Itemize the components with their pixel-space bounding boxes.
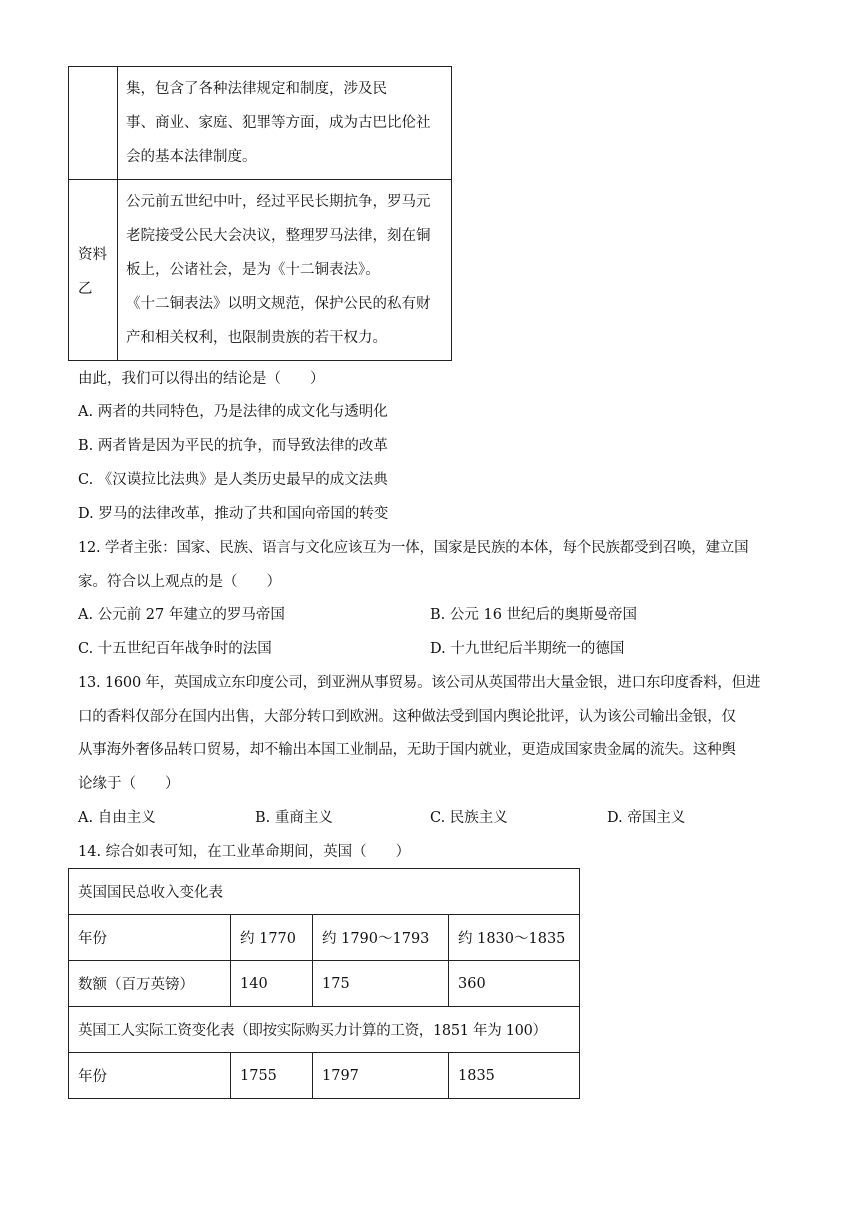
table-cell: 1835	[449, 1053, 580, 1099]
table-cell-content	[118, 180, 452, 361]
question-13-option-c: C. 民族主义	[430, 810, 508, 826]
table-row	[69, 1007, 580, 1053]
table-row	[69, 961, 580, 1007]
question-13-option-a: A. 自由主义	[78, 810, 156, 826]
question-13-stem-continued: 口的香料仅部分在国内出售，大部分转口到欧洲。这种做法受到国内舆论批评，认为该公司输出金银，仅	[78, 709, 736, 725]
text-line: 集，包含了各种法律规定和制度，涉及民	[126, 81, 387, 97]
table-title-national-income: 英国国民总收入变化表	[69, 869, 580, 915]
source-material-table	[68, 66, 452, 361]
question-11-option-a: A. 两者的共同特色，乃是法律的成文化与透明化	[78, 404, 388, 420]
question-13-option-b: B. 重商主义	[255, 810, 333, 826]
table-cell: 360	[449, 961, 580, 1007]
table-cell: 140	[231, 961, 313, 1007]
table-cell-label	[69, 180, 118, 361]
table-cell: 175	[313, 961, 449, 1007]
table-row	[69, 869, 580, 915]
table-cell: 1797	[313, 1053, 449, 1099]
question-13-option-d: D. 帝国主义	[607, 810, 686, 826]
question-11-option-c: C. 《汉谟拉比法典》是人类历史最早的成文法典	[78, 472, 388, 488]
question-11-option-d: D. 罗马的法律改革，推动了共和国向帝国的转变	[78, 506, 389, 522]
question-12-option-b: B. 公元 16 世纪后的奥斯曼帝国	[430, 607, 638, 623]
question-13-stem-continued: 从事海外奢侈品转口贸易，却不输出本国工业制品，无助于国内就业，更造成国家贵金属的流失。这种舆	[78, 742, 736, 758]
income-wage-table	[68, 868, 580, 1099]
question-12-option-a: A. 公元前 27 年建立的罗马帝国	[78, 607, 285, 623]
table-cell: 约 1790～1793	[313, 915, 449, 961]
text-line: 《十二铜表法》以明文规范，保护公民的私有财	[126, 296, 431, 312]
question-12-stem-continued: 家。符合以上观点的是（ ）	[78, 574, 281, 590]
table-cell: 约 1770	[231, 915, 313, 961]
text-line: 产和相关权利，也限制贵族的若干权力。	[126, 330, 387, 346]
table-cell: 年份	[69, 915, 231, 961]
table-row	[69, 915, 580, 961]
question-11-option-b: B. 两者皆是因为平民的抗争，而导致法律的改革	[78, 438, 388, 454]
question-11-stem: 由此，我们可以得出的结论是（ ）	[78, 371, 325, 387]
table-row	[69, 67, 452, 180]
text-line: 公元前五世纪中叶，经过平民长期抗争，罗马元	[126, 194, 431, 210]
table-cell-label	[69, 67, 118, 180]
question-12-option-d: D. 十九世纪后半期统一的德国	[430, 641, 625, 657]
table-row	[69, 180, 452, 361]
text-line: 板上，公诸社会，是为《十二铜表法》。	[126, 262, 380, 278]
label-line: 资料	[78, 247, 107, 263]
table-cell: 约 1830～1835	[449, 915, 580, 961]
label-line: 乙	[78, 281, 93, 297]
table-title-real-wages: 英国工人实际工资变化表（即按实际购买力计算的工资，1851 年为 100）	[69, 1007, 580, 1053]
question-14-stem: 14. 综合如表可知，在工业革命期间，英国（ ）	[78, 844, 411, 860]
text-line: 会的基本法律制度。	[126, 149, 257, 165]
table-cell: 数额（百万英镑）	[69, 961, 231, 1007]
table-cell-content	[118, 67, 452, 180]
table-cell: 年份	[69, 1053, 231, 1099]
question-12-option-c: C. 十五世纪百年战争时的法国	[78, 641, 272, 657]
question-13-stem-continued: 论缘于（ ）	[78, 776, 180, 792]
table-row	[69, 1053, 580, 1099]
text-line: 事、商业、家庭、犯罪等方面，成为古巴比伦社	[126, 115, 431, 131]
question-12-stem: 12. 学者主张：国家、民族、语言与文化应该互为一体，国家是民族的本体，每个民族都受到召唤，建立国	[78, 540, 749, 556]
question-13-stem: 13. 1600 年，英国成立东印度公司，到亚洲从事贸易。该公司从英国带出大量金银，进口东印度香料，但进	[78, 675, 761, 691]
text-line: 老院接受公民大会决议，整理罗马法律，刻在铜	[126, 228, 431, 244]
table-cell: 1755	[231, 1053, 313, 1099]
